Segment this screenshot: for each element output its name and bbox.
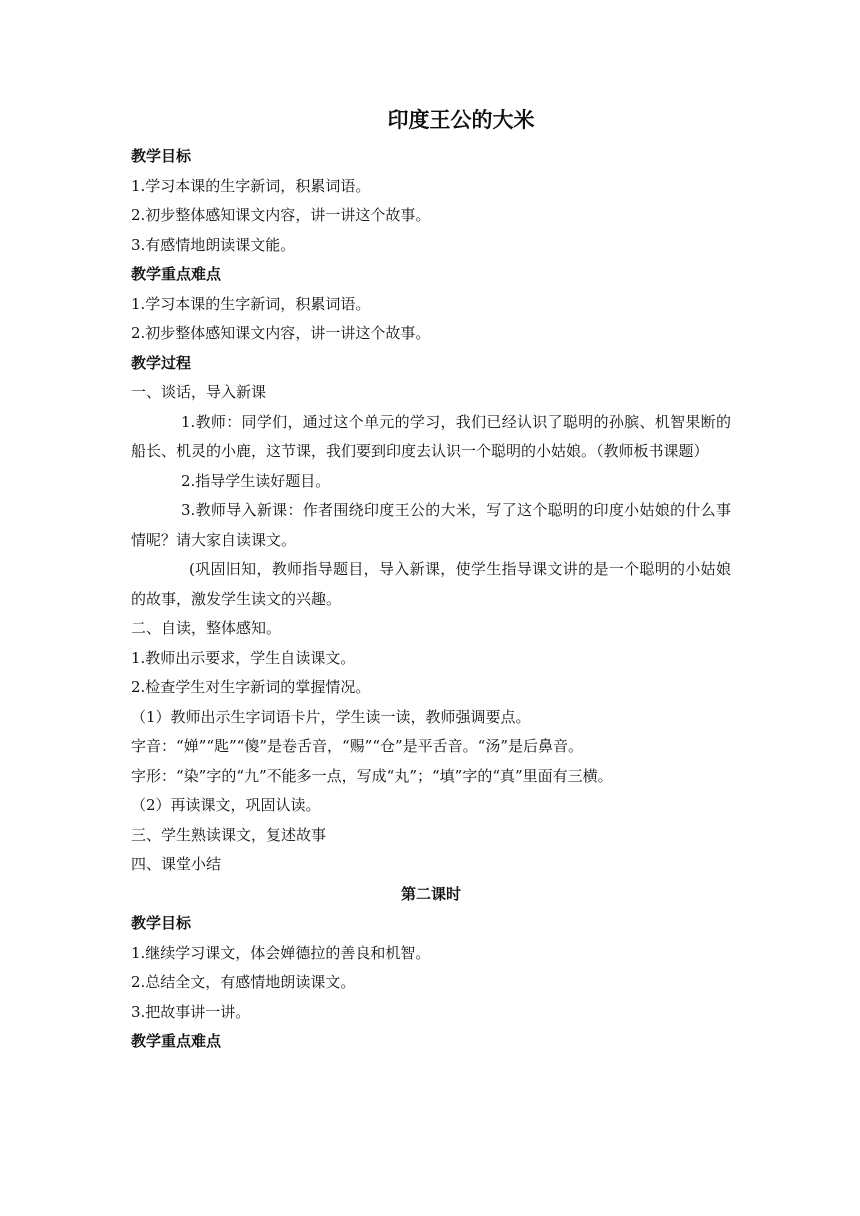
goals-heading: 教学目标 [131, 914, 192, 932]
goal-item: 3.把故事讲一讲。 [131, 1002, 251, 1021]
paragraph: 1.教师出示要求，学生自读课文。 [131, 648, 356, 667]
goal-item: 3.有感情地朗读课文能。 [131, 235, 296, 254]
paragraph: 2.指导学生读好题目。 [181, 471, 331, 490]
goals-heading: 教学目标 [131, 147, 192, 165]
section-heading: 四、课堂小结 [131, 855, 222, 873]
page-title: 印度王公的大米 [387, 108, 535, 132]
key-point-item: 2.初步整体感知课文内容，讲一讲这个故事。 [131, 324, 431, 342]
paragraph: （1）教师出示生字词语卡片，学生读一读，教师强调要点。 [131, 707, 531, 726]
paragraph: (巩固旧知，教师指导题目，导入新课，使学生指导课文讲的是一个聪明的小姑娘的故事，激发学生读文的兴趣。 [131, 560, 731, 608]
section-heading: 一、谈话，导入新课 [131, 383, 267, 401]
paragraph: 字形：“染”字的“九”不能多一点，写成“丸”；“填”字的“真”里面有三横。 [131, 766, 613, 785]
section-heading: 三、学生熟读课文，复述故事 [131, 825, 327, 844]
key-point-item: 1.学习本课的生字新词，积累词语。 [131, 294, 371, 313]
goal-item: 1.继续学习课文，体会婵德拉的善良和机智。 [131, 943, 431, 962]
goal-item: 2.总结全文，有感情地朗读课文。 [131, 973, 356, 991]
key-points-heading: 教学重点难点 [131, 265, 222, 283]
paragraph: 字音：“婵”“匙”“傻”是卷舌音，“赐”“仓”是平舌音。“汤”是后鼻音。 [131, 737, 584, 755]
paragraph: （2）再读课文，巩固认读。 [131, 796, 321, 814]
goal-item: 2.初步整体感知课文内容，讲一讲这个故事。 [131, 206, 431, 224]
paragraph: 1.教师：同学们，通过这个单元的学习，我们已经认识了聪明的孙膑、机智果断的船长、机灵的小鹿，这节课，我们要到印度去认识一个聪明的小姑娘。（教师板书课题） [131, 412, 731, 460]
document-body [131, 100, 731, 1057]
paragraph: 3.教师导入新课：作者围绕印度王公的大米，写了这个聪明的印度小姑娘的什么事情呢？请大家自读课文。 [131, 501, 731, 549]
process-heading: 教学过程 [131, 353, 192, 372]
paragraph: 2.检查学生对生字新词的掌握情况。 [131, 678, 371, 696]
key-points-heading: 教学重点难点 [131, 1032, 222, 1050]
lesson-two-heading: 第二课时 [400, 884, 461, 903]
section-heading: 二、自读，整体感知。 [131, 619, 282, 637]
goal-item: 1.学习本课的生字新词，积累词语。 [131, 176, 371, 195]
